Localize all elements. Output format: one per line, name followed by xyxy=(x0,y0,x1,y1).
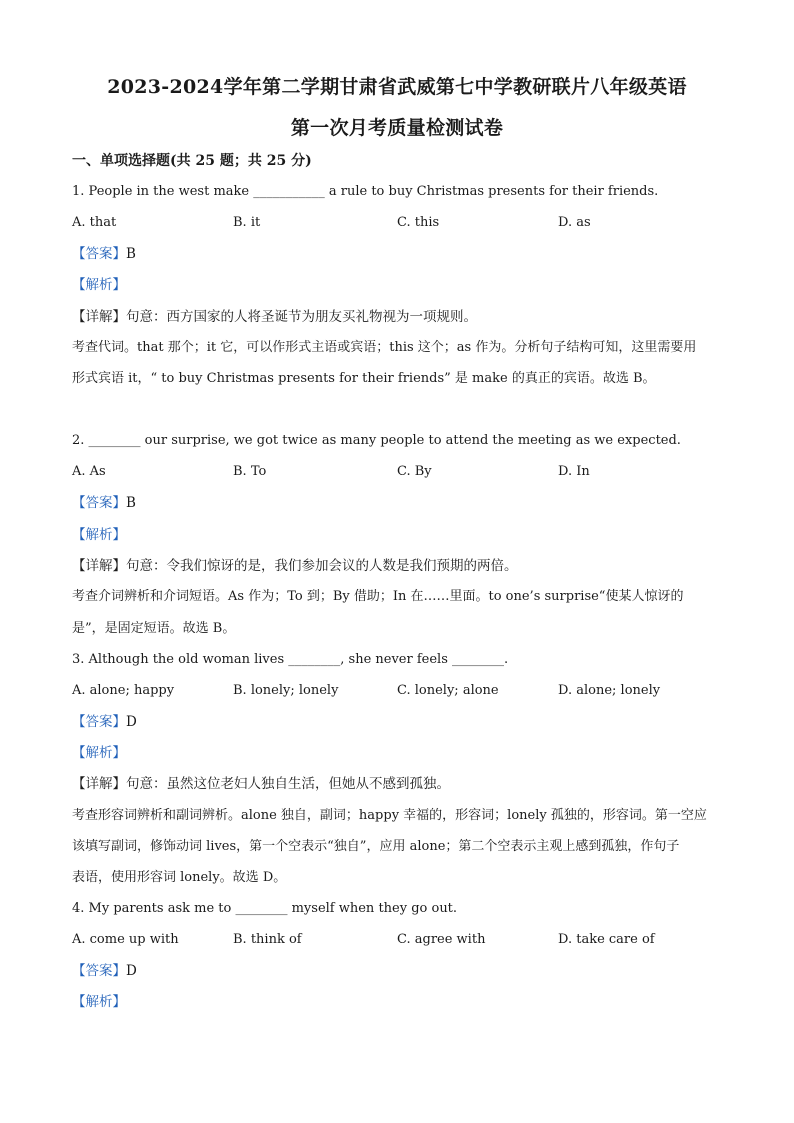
question-3-option-c: C. lonely; alone xyxy=(397,683,499,698)
question-2-answer xyxy=(72,494,136,512)
answer-label: 答案 xyxy=(85,495,113,511)
detail-label: 【详解】 xyxy=(72,309,126,325)
question-3-option-b: B. lonely; lonely xyxy=(233,683,339,698)
question-2-option-a: A. As xyxy=(72,464,106,479)
question-1-option-a: A. that xyxy=(72,215,117,230)
question-3-stem: 3. Although the old woman lives ________, she never feels ________. xyxy=(72,652,509,667)
question-4-stem: 4. My parents ask me to ________ myself when they go out. xyxy=(72,901,458,916)
answer-label-open: 【 xyxy=(72,246,86,262)
question-2-answer-value: B xyxy=(126,495,136,511)
answer-label-open: 【 xyxy=(72,714,86,730)
question-2-option-d: D. In xyxy=(558,464,590,479)
question-4-analysis-label: 【解析】 xyxy=(72,994,126,1010)
document-title-line-1: 2023-2024学年第二学期甘肃省武威第七中学教研联片八年级英语 xyxy=(107,76,687,98)
question-1-analysis-label: 【解析】 xyxy=(72,277,126,293)
question-1-answer xyxy=(72,245,136,263)
answer-label-close: 】 xyxy=(112,246,126,262)
question-2-option-c: C. By xyxy=(397,464,432,479)
question-1-explain-1: 考查代词。that 那个；it 它，可以作形式主语或宾语；this 这个；as 作为。分析句子结构可知，这里需要用 xyxy=(72,340,697,355)
question-3-option-d: D. alone; lonely xyxy=(558,683,661,698)
answer-label: 答案 xyxy=(85,246,113,262)
question-1-option-c: C. this xyxy=(397,215,440,230)
answer-label: 答案 xyxy=(85,714,113,730)
answer-label-close: 】 xyxy=(112,495,126,511)
question-4-option-d: D. take care of xyxy=(558,932,655,947)
question-1-meaning: 句意：西方国家的人将圣诞节为朋友买礼物视为一项规则。 xyxy=(126,309,477,325)
question-2-option-b: B. To xyxy=(233,464,267,479)
question-3-answer-value: D xyxy=(126,714,137,730)
question-2-meaning: 句意：令我们惊讶的是，我们参加会议的人数是我们预期的两倍。 xyxy=(126,558,518,574)
question-2-detail xyxy=(72,557,518,575)
question-3-option-a: A. alone; happy xyxy=(72,683,175,698)
question-3-detail xyxy=(72,775,450,793)
question-3-explain-3: 表语，使用形容词 lonely。故选 D。 xyxy=(72,870,287,885)
question-1-explain-2: 形式宾语 it，“ to buy Christmas presents for their friends” 是 make 的真正的宾语。故选 B。 xyxy=(72,371,656,386)
question-2-explain-2: 是”，是固定短语。故选 B。 xyxy=(72,621,236,636)
question-4-option-c: C. agree with xyxy=(397,932,486,947)
question-2-explain-1: 考查介词辨析和介词短语。As 作为；To 到；By 借助；In 在……里面。to one’s surprise“使某人惊讶的 xyxy=(72,589,684,604)
question-1-answer-value: B xyxy=(126,246,136,262)
answer-label-close: 】 xyxy=(112,963,126,979)
question-1-option-d: D. as xyxy=(558,215,591,230)
question-4-answer-value: D xyxy=(126,963,137,979)
question-1-option-b: B. it xyxy=(233,215,261,230)
question-4-option-a: A. come up with xyxy=(72,932,179,947)
section-heading: 一、单项选择题(共 25 题；共 25 分) xyxy=(72,153,312,169)
question-3-analysis-label: 【解析】 xyxy=(72,745,126,761)
question-3-explain-2: 该填写副词，修饰动词 lives，第一个空表示“独自”，应用 alone；第二个空表示主观上感到孤独，作句子 xyxy=(72,839,680,854)
answer-label-open: 【 xyxy=(72,963,86,979)
question-2-analysis-label: 【解析】 xyxy=(72,527,126,543)
answer-label-close: 】 xyxy=(112,714,126,730)
detail-label: 【详解】 xyxy=(72,776,126,792)
question-4-option-b: B. think of xyxy=(233,932,302,947)
question-1-detail xyxy=(72,308,477,326)
question-2-stem: 2. ________ our surprise, we got twice as many people to attend the meeting as we expected. xyxy=(72,433,681,448)
question-3-explain-1: 考查形容词辨析和副词辨析。alone 独自，副词；happy 幸福的，形容词；lonely 孤独的，形容词。第一空应 xyxy=(72,808,707,823)
document-title-line-2: 第一次月考质量检测试卷 xyxy=(290,117,504,139)
question-4-answer xyxy=(72,962,137,980)
answer-label: 答案 xyxy=(85,963,113,979)
question-3-answer xyxy=(72,713,137,731)
answer-label-open: 【 xyxy=(72,495,86,511)
question-3-meaning: 句意：虽然这位老妇人独自生活，但她从不感到孤独。 xyxy=(126,776,450,792)
detail-label: 【详解】 xyxy=(72,558,126,574)
question-1-stem: 1. People in the west make ___________ a rule to buy Christmas presents for their friends. xyxy=(72,184,659,199)
